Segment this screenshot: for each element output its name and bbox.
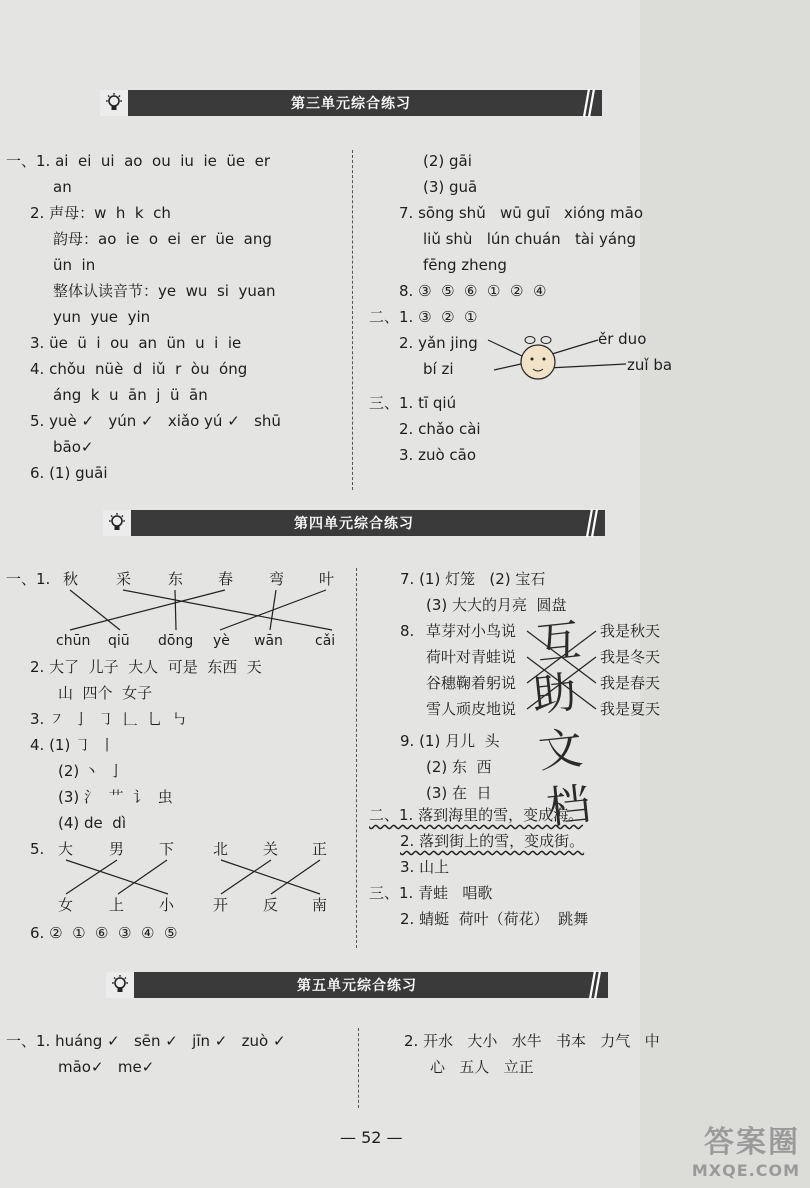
u3-left-line: 韵母：ao ie o ei er üe ang <box>53 230 272 248</box>
u4-left-line: 山 四个 女子 <box>58 684 153 702</box>
u4-right-line: (2) 东 西 <box>426 758 492 776</box>
u3-right-line: 7. sōng shǔ wū guī xióng māo <box>399 204 644 222</box>
u4-left-line: (3) 氵 艹 讠 虫 <box>58 788 173 806</box>
u4-left-line: (2) 丶 亅 <box>58 762 124 780</box>
watermark-logo <box>692 1117 800 1180</box>
u5-right-line: 心 五人 立正 <box>430 1058 534 1076</box>
u4-q1-top: 弯 <box>269 570 285 588</box>
unit4-title: 第四单元综合练习 <box>294 516 414 532</box>
u4-q5-top: 北 <box>213 840 229 858</box>
u3-right-line: 3. zuò cāo <box>399 446 477 464</box>
u4-right-line: 3. 山上 <box>400 858 450 876</box>
u4-right-line: 7. (1) 灯笼 (2) 宝石 <box>400 570 546 588</box>
u4-q1-label: 一、1. <box>6 570 51 588</box>
u4-left-line: 3. ㇇ 亅 ㇆ 𠃊 乚 ㇉ <box>30 710 187 728</box>
u3-left-line: 3. üe ü i ou an ün u i ie <box>30 334 242 352</box>
u5-left-line: 一、1. huáng ✓ sēn ✓ jīn ✓ zuò ✓ <box>6 1032 286 1050</box>
u3-right-line: fēng zheng <box>423 256 507 274</box>
u4-right-line: 二、1. 落到海里的雪，变成海。 <box>369 806 584 824</box>
u4-q1-bottom: wān <box>254 633 283 649</box>
lightbulb-icon <box>106 972 134 998</box>
handwriting-char: 文 <box>535 722 586 779</box>
watermark-title: 答案圈 <box>704 1125 800 1160</box>
unit3-title: 第三单元综合练习 <box>291 96 411 112</box>
u3-right-line: liǔ shù lún chuán tài yáng <box>423 230 637 248</box>
u3-right-line: (2) gāi <box>423 152 472 170</box>
u3-right-line: (3) guā <box>423 178 478 196</box>
u4-q8-left: 雪人顽皮地说 <box>426 700 517 718</box>
watermark-url: MXQE.COM <box>691 1161 800 1180</box>
u3-right-line: bí zi <box>423 360 454 378</box>
u3-left-line: ün in <box>53 256 96 274</box>
u4-right-line: 三、1. 青蛙 唱歌 <box>369 884 493 902</box>
u3-left-line: an <box>53 178 72 196</box>
u4-q8-right: 我是春天 <box>600 674 661 692</box>
u4-q1-top: 东 <box>168 570 184 588</box>
u3-left-line: yun yue yin <box>53 308 151 326</box>
u3-left-line: áng k u ān j ü ān <box>53 386 208 404</box>
u4-q1-bottom: chūn <box>56 633 91 649</box>
page-number: — 52 — <box>340 1128 403 1147</box>
u4-left-line: 4. (1) ㇆ 丨 <box>30 736 115 754</box>
u4-q8-right: 我是冬天 <box>600 648 661 666</box>
u5-left-line: māo✓ me✓ <box>58 1058 155 1076</box>
u3-right-line: zuǐ ba <box>627 356 673 374</box>
u3-right-line: 二、1. ③ ② ① <box>369 308 478 326</box>
u3-left-line: 6. (1) guāi <box>30 464 108 482</box>
u4-q6: 6. ② ① ⑥ ③ ④ ⑤ <box>30 924 178 942</box>
u5-right-line: 2. 开水 大小 水牛 书本 力气 中 <box>404 1032 660 1050</box>
u4-q1-bottom: yè <box>213 633 230 649</box>
u4-right-line: 2. 蜻蜓 荷叶（荷花） 跳舞 <box>400 910 589 928</box>
u3-left-line: 2. 声母：w h k ch <box>30 204 171 222</box>
slash-decoration-icon <box>584 970 602 1000</box>
u3-left-line: 4. chǒu nüè d iǔ r òu óng <box>30 360 248 378</box>
u4-q1-bottom: cǎi <box>315 633 336 649</box>
u4-q5-label: 5. <box>30 840 45 858</box>
u4-right-line: 2. 落到街上的雪，变成街。 <box>400 832 585 850</box>
u4-q5-bottom: 女 <box>58 896 74 914</box>
u4-q5-bottom: 南 <box>312 896 328 914</box>
handwriting-char: 助 <box>529 666 580 723</box>
u4-right-line: (3) 在 日 <box>426 784 492 802</box>
u4-q1-bottom: dōng <box>158 633 194 649</box>
u4-q1-top: 秋 <box>63 570 79 588</box>
u3-left-line: 整体认读音节：ye wu si yuan <box>53 282 276 300</box>
u4-q5-bottom: 上 <box>109 896 125 914</box>
u4-q8-right: 我是夏天 <box>600 700 661 718</box>
u4-q1-bottom: qiū <box>108 633 130 649</box>
u4-q5-top: 下 <box>159 840 175 858</box>
unit5-title: 第五单元综合练习 <box>297 978 417 994</box>
u4-left-line: (4) de dì <box>58 814 126 832</box>
u3-left-line: bāo✓ <box>53 438 94 456</box>
u3-right-line: 2. yǎn jing <box>399 334 478 352</box>
u4-right-line: (3) 大大的月亮 圆盘 <box>426 596 567 614</box>
u4-left-line: 2. 大了 儿子 大人 可是 东西 天 <box>30 658 262 676</box>
handwriting-char: 档 <box>543 778 594 835</box>
u4-q5-bottom: 小 <box>159 896 175 914</box>
u4-q1-top: 春 <box>218 570 234 588</box>
u3-right-line: 三、1. tī qiú <box>369 394 457 412</box>
u3-left-line: 5. yuè ✓ yún ✓ xiǎo yú ✓ shū <box>30 412 281 430</box>
u4-q5-bottom: 开 <box>213 896 229 914</box>
unit5-banner <box>106 972 608 998</box>
u3-right-line: ěr duo <box>598 330 647 348</box>
u4-q5-bottom: 反 <box>263 896 279 914</box>
u4-q8-left: 荷叶对青蛙说 <box>426 648 517 666</box>
u4-q8-left: 谷穗鞠着躬说 <box>426 674 517 692</box>
u3-right-line: 2. chǎo cài <box>399 420 481 438</box>
u4-q8-right: 我是秋天 <box>600 622 661 640</box>
u3-right-line: 8. ③ ⑤ ⑥ ① ② ④ <box>399 282 547 300</box>
handwriting-char: 互 <box>533 614 584 671</box>
u4-q1-top: 叶 <box>319 570 335 588</box>
u4-q8-left: 草芽对小鸟说 <box>426 622 517 640</box>
u4-q8-label: 8. <box>400 622 415 640</box>
u4-q5-top: 男 <box>109 840 125 858</box>
u4-right-line: 9. (1) 月儿 头 <box>400 732 500 750</box>
unit5-column-divider <box>358 1028 359 1108</box>
u4-q5-top: 关 <box>263 840 279 858</box>
u3-left-line: 一、1. ai ei ui ao ou iu ie üe er <box>6 152 271 170</box>
u4-q5-top: 正 <box>312 840 328 858</box>
u4-q5-top: 大 <box>58 840 74 858</box>
u4-q1-top: 采 <box>116 570 132 588</box>
